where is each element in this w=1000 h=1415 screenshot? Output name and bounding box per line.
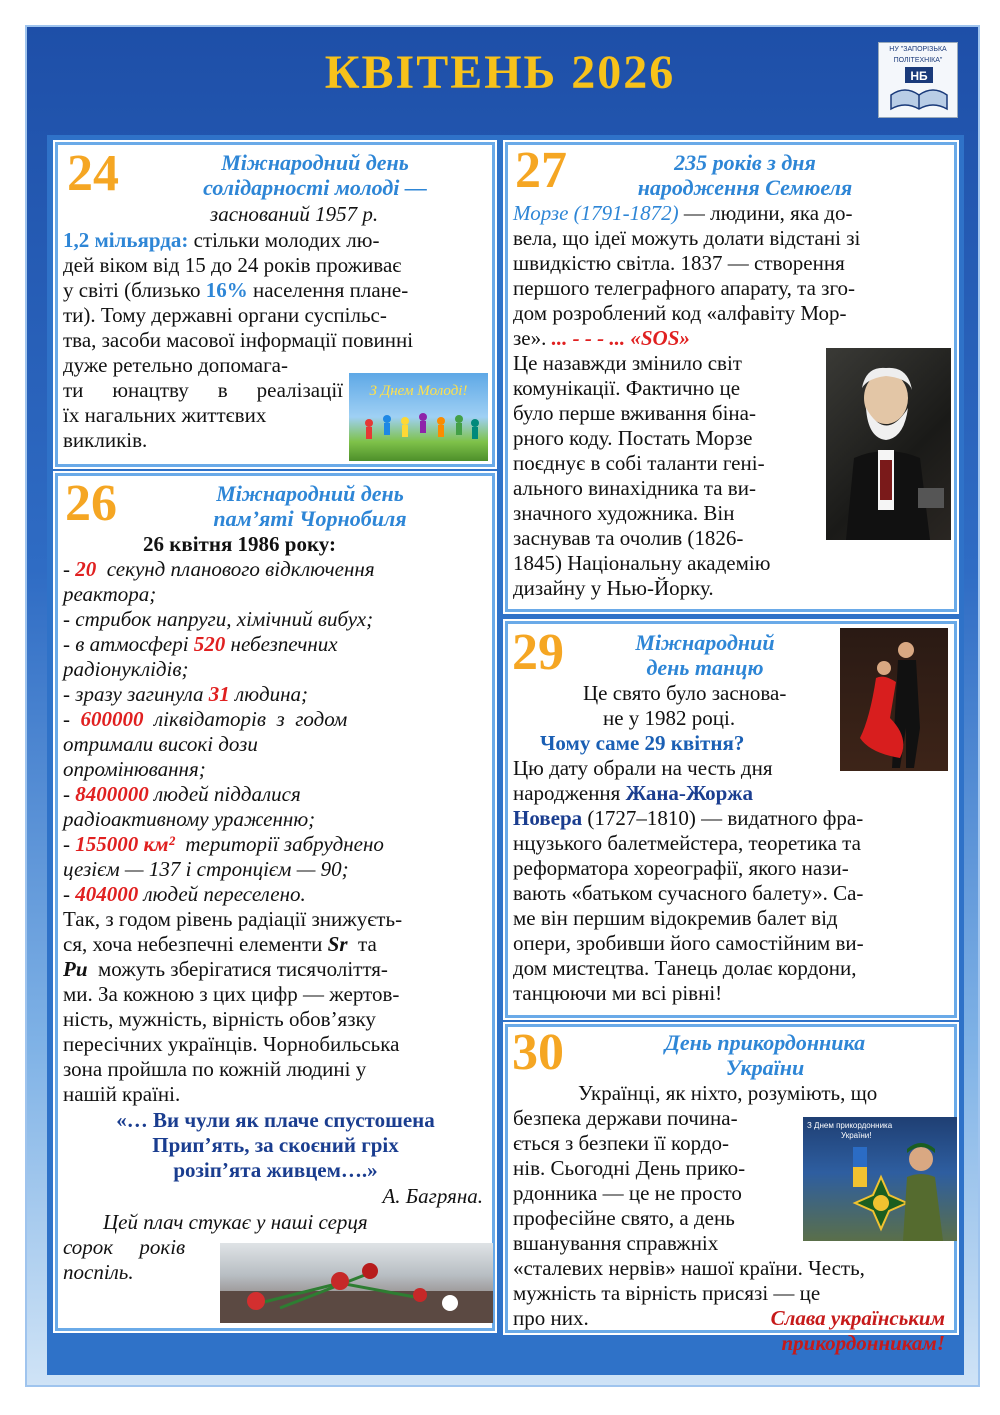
day-number: 26 — [65, 475, 117, 532]
memorial-flowers-image — [220, 1243, 493, 1323]
fact-line: - стрибок напруги, хімічний вибух; — [63, 607, 374, 631]
text-line: не у 1982 році. — [603, 706, 736, 730]
text-line: Цей плач стукає у наші серця — [103, 1210, 368, 1234]
text-line: Pu можуть зберігатися тисячоліття- — [63, 957, 388, 981]
text-line: пересічних українців. Чорнобильська — [63, 1032, 400, 1056]
text-line: реформатора хореографії, якого нази- — [513, 856, 849, 880]
text-line: 1,2 мільярда: стільки молодих лю- — [63, 228, 380, 252]
text-line: ється з безпеки її кордо- — [513, 1131, 730, 1155]
text-line: дей віком від 15 до 24 років проживає — [63, 253, 402, 277]
question-heading: Чому саме 29 квітня? — [540, 731, 745, 755]
text-line: 1845) Національну академію — [513, 551, 771, 575]
logo-text-2: ПОЛІТЕХНІКА" — [893, 57, 943, 64]
border-guard-image — [803, 1117, 957, 1241]
text-line: ти юнацтву в реалізації — [63, 378, 343, 402]
text-line: дуже ретельно допомага- — [63, 353, 288, 377]
text-line: вшанування справжніх — [513, 1231, 719, 1255]
text-line: про них. — [513, 1306, 589, 1330]
text-line: сорок років — [63, 1235, 186, 1259]
library-logo — [878, 42, 958, 118]
text-line: комунікації. Фактично це — [513, 376, 741, 400]
card-heading: 235 років з дня — [674, 150, 816, 175]
fact-line: - 600000 ліквідаторів з годом — [63, 707, 348, 731]
fact-line: радіоактивному ураженню; — [63, 807, 316, 831]
text-line: дизайну у Нью-Йорку. — [513, 576, 714, 600]
tango-dancers-image — [840, 628, 948, 771]
fact-line: опромінювання; — [63, 757, 206, 781]
text-line: їх нагальних життєвих — [63, 403, 267, 427]
page-title: КВІТЕНЬ 2026 — [324, 46, 676, 99]
text-line: Новера (1727–1810) — видатного фра- — [513, 806, 864, 830]
text-line: поспіль. — [63, 1260, 134, 1284]
poem-quote: Прип’ять, за скоєний гріх — [152, 1133, 399, 1157]
text-line: першого телеграфного апарату, та зго- — [513, 276, 856, 300]
day-number: 27 — [515, 142, 567, 199]
fact-line: - 20 секунд планового відключення — [63, 557, 375, 581]
text-line: ми. За кожною з цих цифр — жертов- — [63, 982, 400, 1006]
card-heading: День прикордонника — [664, 1030, 866, 1055]
text-line: Морзе (1791-1872) — людини, яка до- — [513, 201, 853, 225]
text-line: танцюючи ми всі рівні! — [513, 981, 723, 1005]
text-line: поєднує в собі таланти гені- — [513, 451, 765, 475]
border-image-caption: З Днем прикордонника — [807, 1121, 893, 1130]
text-line: народження Жана-Жоржа — [513, 781, 754, 805]
fact-line: - зразу загинула 31 людина; — [63, 682, 309, 706]
day-number: 24 — [67, 145, 119, 202]
youth-image-caption: З Днем Молоді! — [369, 383, 468, 399]
text-line: у світі (близько 16% населення плане- — [63, 278, 409, 302]
text-line: ме він першим відокремив балет від — [513, 906, 838, 930]
book-logo-icon — [887, 65, 951, 115]
text-line: вають «батьком сучасного балету». Са- — [513, 881, 864, 905]
poem-quote: «… Ви чули як плаче спустошена — [116, 1108, 435, 1132]
text-line: Так, з годом рівень радіації знижуєть- — [63, 907, 403, 931]
poem-quote: розіп’ята живцем….» — [173, 1158, 378, 1182]
text-line: нів. Сьогодні День прико- — [513, 1156, 746, 1180]
text-line: ся, хоча небезпечні елементи Sr та — [63, 932, 377, 956]
fact-line: цезієм — 137 і стронцієм — 90; — [63, 857, 349, 881]
text-line: було перше вживання біна- — [513, 401, 756, 425]
text-line: ального винахідника та ви- — [513, 476, 756, 500]
text-line: «сталевих нервів» нашої країни. Честь, — [513, 1256, 865, 1280]
card-heading: України — [725, 1055, 805, 1080]
text-line: ти). Тому державні органи суспільс- — [63, 303, 387, 327]
logo-text-1: НУ "ЗАПОРІЗЬКА — [889, 46, 947, 53]
text-line: нашій країні. — [63, 1082, 181, 1106]
logo-abbr: НБ — [910, 69, 928, 83]
card-heading: народження Семюеля — [637, 175, 853, 200]
fact-line: - 404000 людей переселено. — [63, 882, 306, 906]
text-line: опери, зробивши його самостійним ви- — [513, 931, 864, 955]
text-line: рного коду. Постать Морзе — [513, 426, 753, 450]
text-line: ність, мужність, вірність обов’язку — [63, 1007, 376, 1031]
text-line: швидкістю світла. 1837 — створення — [513, 251, 845, 275]
morse-portrait-image — [826, 348, 951, 540]
text-line: Цю дату обрали на честь дня — [513, 756, 773, 780]
text-line: зе». ... - - - ... «SOS» — [513, 326, 690, 350]
card-heading: пам’яті Чорнобиля — [213, 506, 407, 531]
text-line: тва, засоби масової інформації повинні — [63, 328, 414, 352]
fact-line: радіонуклідів; — [63, 657, 189, 681]
card-heading: Міжнародний день — [221, 150, 409, 175]
text-line: нцузького балетмейстера, теоретика та — [513, 831, 861, 855]
card-heading: солідарності молоді — — [203, 175, 427, 200]
text-line: заснував та очолив (1826- — [513, 526, 744, 550]
text-line: дом мистецтва. Танець долає кордони, — [513, 956, 857, 980]
quote-author: А. Багряна. — [382, 1184, 483, 1208]
text-line: викликів. — [63, 428, 148, 452]
text-line: зона пройшла по кожній людині у — [63, 1057, 367, 1081]
text-line: Це назавжди змінило світ — [513, 351, 742, 375]
fact-line: - 155000 км² території забруднено — [63, 832, 384, 856]
text-line: дом розроблений код «алфавіту Мор- — [513, 301, 847, 325]
fact-line: - 8400000 людей піддалися — [63, 782, 301, 806]
text-line: Це свято було заснова- — [583, 681, 787, 705]
text-line: Українці, як ніхто, розуміють, що — [578, 1081, 878, 1105]
day-number: 30 — [512, 1024, 564, 1081]
text-line: безпека держави почина- — [513, 1106, 738, 1130]
card-heading: Міжнародний день — [216, 481, 404, 506]
chornobyl-date: 26 квітня 1986 року: — [143, 532, 336, 556]
card-heading: Міжнародний — [635, 630, 775, 655]
card-heading: день танцю — [646, 655, 764, 680]
text-line: професійне свято, а день — [513, 1206, 735, 1230]
day-number: 29 — [512, 624, 564, 681]
fact-line: отримали високі дози — [63, 732, 258, 756]
text-line: мужність та вірність присязі — це — [513, 1281, 821, 1305]
text-line: рдонника — це не просто — [513, 1181, 742, 1205]
fact-line: реактора; — [63, 582, 157, 606]
closing-slogan: прикордонникам! — [781, 1331, 945, 1355]
text-line: значного художника. Він — [513, 501, 735, 525]
text-line: вела, що ідеї можуть долати відстані зі — [513, 226, 861, 250]
founded-note: заснований 1957 р. — [210, 202, 379, 226]
youth-day-image — [349, 373, 488, 461]
closing-slogan: Слава українським — [770, 1306, 945, 1330]
fact-line: - в атмосфері 520 небезпечних — [63, 632, 338, 656]
border-image-caption: України! — [841, 1131, 872, 1140]
